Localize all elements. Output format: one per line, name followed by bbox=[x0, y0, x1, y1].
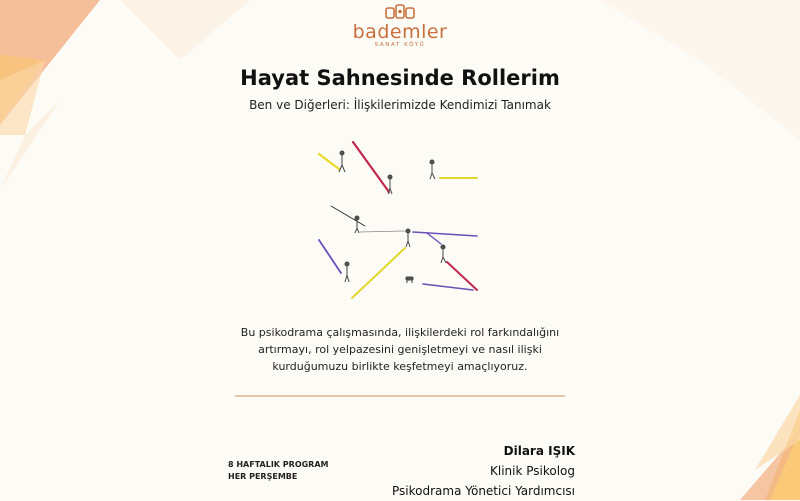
description-line: artırmayı, rol yelpazesini genişletmeyi ve nasıl ilişki bbox=[258, 343, 542, 356]
program-description bbox=[200, 324, 600, 375]
program-day: HER PERŞEMBE bbox=[228, 472, 298, 481]
brand-tagline: SANAT KÖYÜ bbox=[374, 42, 426, 48]
program-duration: 8 HAFTALIK PROGRAM bbox=[228, 460, 329, 469]
author-info bbox=[330, 441, 575, 501]
page-subtitle: Ben ve Diğerleri: İlişkilerimizde Kendimizi Tanımak bbox=[249, 98, 551, 112]
people-with-colored-lines-illustration bbox=[305, 140, 495, 300]
page-title: Hayat Sahnesinde Rollerim bbox=[240, 66, 560, 90]
divider bbox=[235, 395, 565, 397]
bademler-logo-icon bbox=[385, 4, 415, 20]
description-line: kurduğumuzu birlikte keşfetmeyi amaçlıyoruz. bbox=[272, 360, 528, 373]
description-line: Bu psikodrama çalışmasında, ilişkilerdeki rol farkındalığını bbox=[240, 326, 560, 339]
author-position: Psikodrama Yönetici Yardımcısı bbox=[392, 484, 575, 498]
brand-logo bbox=[340, 4, 460, 60]
author-name: Dilara IŞIK bbox=[503, 444, 575, 458]
faint-shape-top bbox=[120, 0, 250, 60]
author-role: Klinik Psikolog bbox=[489, 464, 575, 478]
brand-name: bademler bbox=[352, 21, 448, 43]
